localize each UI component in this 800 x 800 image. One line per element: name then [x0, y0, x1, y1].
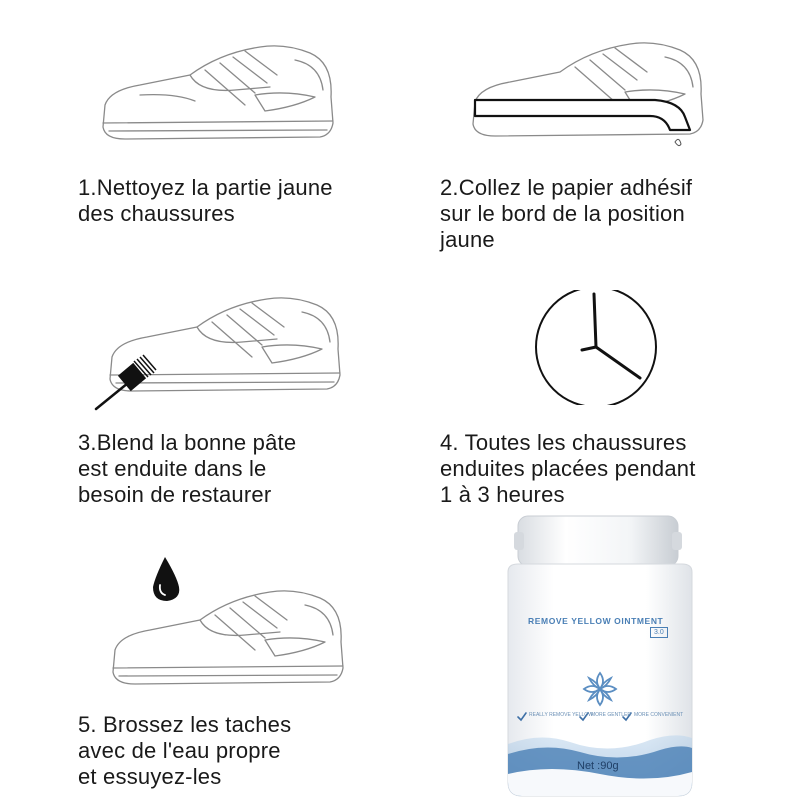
step-4-line-2: enduites placées pendant: [440, 456, 696, 481]
step-2-line-2: sur le bord de la position: [440, 201, 685, 226]
step-5-text: [78, 712, 291, 790]
step-3-line-2: est enduite dans le: [78, 456, 267, 481]
product-feature-3: MORE CONVENIENT: [634, 712, 684, 718]
step-4-line-3: 1 à 3 heures: [440, 482, 565, 507]
step-3-line-3: besoin de restaurer: [78, 482, 272, 507]
product-title: REMOVE YELLOW OINTMENT: [528, 616, 664, 626]
water-drop-icon: [153, 557, 179, 601]
step-1-text: [78, 175, 333, 227]
step-2-text: [440, 175, 692, 253]
brush-icon: [96, 355, 156, 409]
product-net-weight: Net :90g: [577, 760, 619, 772]
step-3-text: [78, 430, 296, 508]
jar-cap: [518, 516, 678, 566]
sneaker-with-brush-sketch: [90, 285, 350, 415]
step-5-line-2: avec de l'eau propre: [78, 738, 281, 763]
step-5-line-3: et essuyez-les: [78, 764, 222, 789]
step-3-line-1: 3.Blend la bonne pâte: [78, 430, 297, 455]
step-1-line-2: des chaussures: [78, 201, 235, 226]
clock-icon: [530, 290, 665, 405]
sneaker-with-tape-sketch: [465, 32, 715, 157]
product-jar: [500, 512, 700, 800]
sneaker-sketch-icon: [95, 35, 345, 155]
product-feature-2: MORE GENTLER: [591, 712, 632, 718]
step-4-text: [440, 430, 696, 508]
product-feature-1: REALLY REMOVE YELLOW: [529, 712, 593, 718]
step-2-line-3: jaune: [440, 227, 495, 252]
step-4-line-1: 4. Toutes les chaussures: [440, 430, 687, 455]
product-version-badge: 3.0: [650, 627, 668, 638]
step-5-line-1: 5. Brossez les taches: [78, 712, 292, 737]
sneaker-with-drop-sketch: [105, 555, 355, 700]
adhesive-tape-icon: [475, 100, 690, 130]
step-1-line-1: 1.Nettoyez la partie jaune: [78, 175, 333, 200]
step-2-line-1: 2.Collez le papier adhésif: [440, 175, 693, 200]
